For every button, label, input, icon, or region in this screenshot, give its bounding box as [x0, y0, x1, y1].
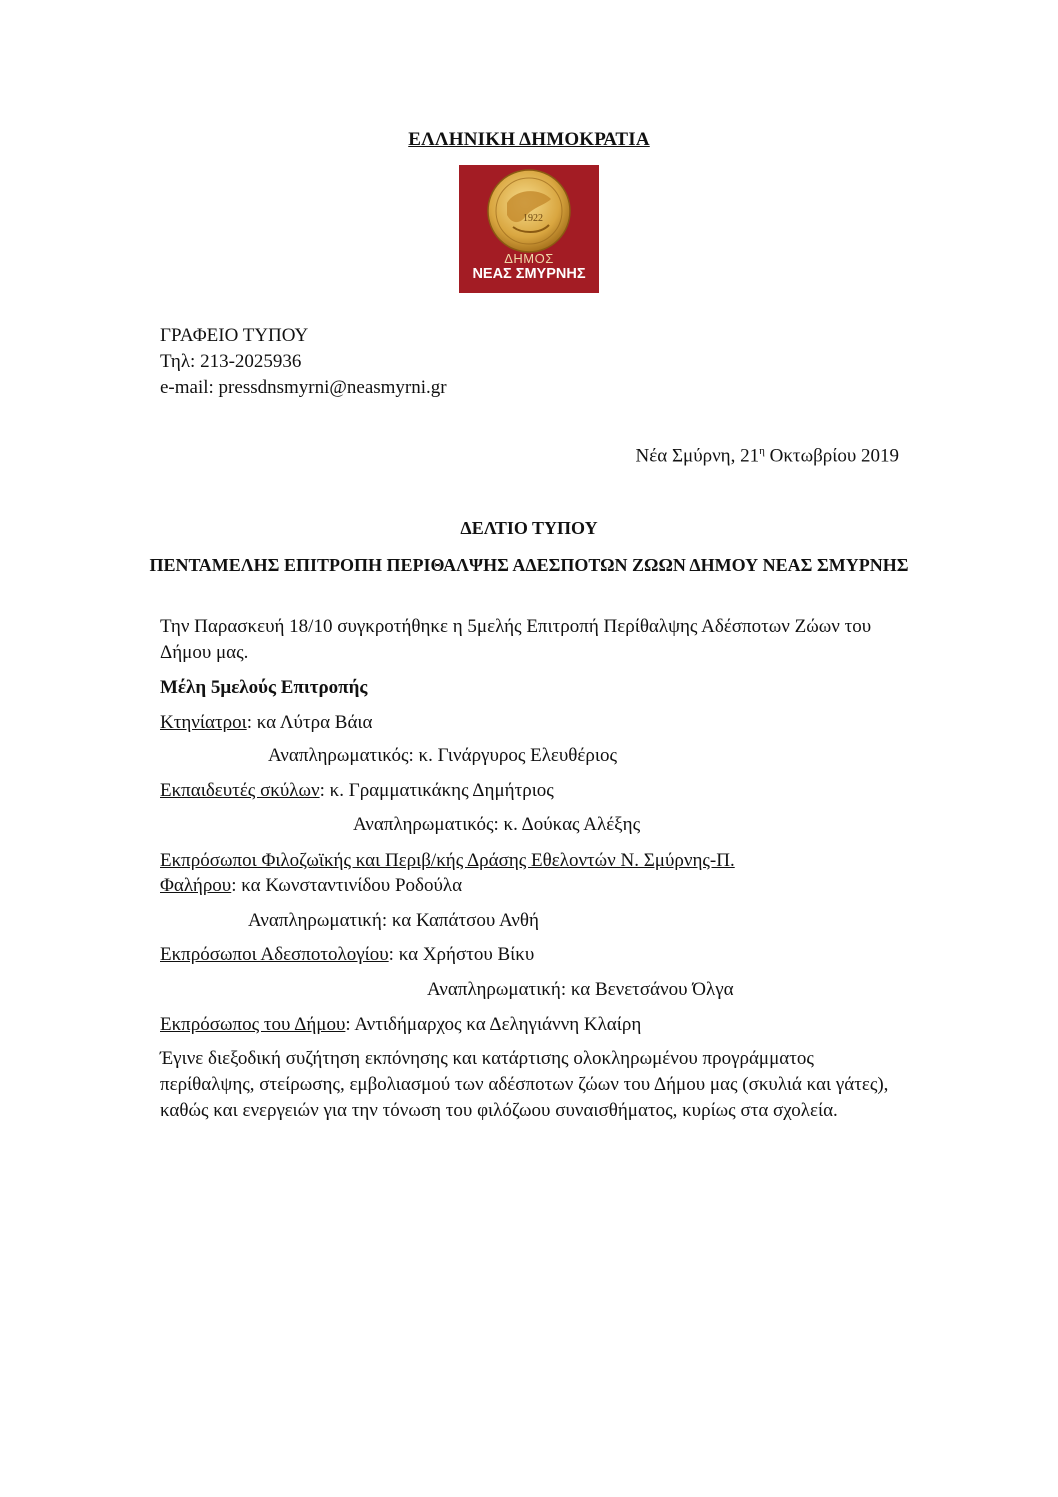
- coin-year: 1922: [523, 213, 543, 224]
- closing-paragraph: Έγινε διεξοδική συζήτηση εκπόνησης και κατάρτισης ολοκληρωμένου προγράμματος περίθαλψης, στείρωσης, εμβολιασμού των αδέσποτων ζώων του Δήμου μας (σκυλιά και γάτες), καθώς και ενεργειών για την τόνωση του φιλόζωου συναισθήματος, κυρίως στα σχολεία.: [160, 1048, 889, 1121]
- member-shelter: [160, 944, 534, 966]
- date-prefix: Νέα Σμύρνη, 21: [635, 445, 760, 467]
- press-office-label: ΓΡΑΦΕΙΟ ΤΥΠΟΥ: [160, 325, 309, 346]
- shelter-value: : κα Χρήστου Βίκυ: [388, 944, 535, 965]
- date-superscript: η: [759, 445, 765, 457]
- shelter-label: Εκπρόσωποι Αδεσποτολογίου: [160, 944, 389, 965]
- member-municipality: [160, 1014, 641, 1036]
- intro-paragraph: Την Παρασκευή 18/10 συγκροτήθηκε η 5μελής Επιτροπή Περίθαλψης Αδέσποτων Ζώων του Δήμου μας.: [160, 616, 872, 663]
- municipality-value: : Αντιδήμαρχος κα Δεληγιάννη Κλαίρη: [345, 1014, 642, 1035]
- member-shelter-alternate: Αναπληρωματική: κα Βενετσάνου Όλγα: [427, 979, 734, 1000]
- logo-line-2: ΝΕΑΣ ΣΜΥΡΝΗΣ: [472, 266, 586, 282]
- vets-value: : κα Λύτρα Βάια: [246, 712, 373, 733]
- member-trainers-alternate: Αναπληρωματικός: κ. Δούκας Αλέξης: [353, 814, 641, 835]
- press-release-title: ΔΕΛΤΙΟ ΤΥΠΟΥ: [460, 518, 598, 538]
- coin-emblem-icon: [459, 165, 599, 253]
- email-address: e-mail: pressdnsmyrni@neasmyrni.gr: [160, 377, 447, 398]
- member-volunteers-alternate: Αναπληρωματική: κα Καπάτσου Ανθή: [248, 910, 539, 931]
- logo-line-1: ΔΗΜΟΣ: [504, 251, 554, 266]
- member-trainers: [160, 780, 554, 802]
- vets-label: Κτηνίατροι: [160, 712, 247, 733]
- phone-number: Τηλ: 213-2025936: [160, 351, 302, 372]
- document-header-title: ΕΛΛΗΝΙΚΗ ΔΗΜΟΚΡΑΤΙΑ: [408, 129, 650, 150]
- member-vets: [160, 712, 372, 734]
- municipality-label: Εκπρόσωπος του Δήμου: [160, 1014, 346, 1035]
- volunteers-label-line-2: Φαλήρου: [160, 875, 232, 896]
- volunteers-value: : κα Κωνσταντινίδου Ροδούλα: [231, 875, 463, 896]
- date-suffix: Οκτωβρίου 2019: [764, 445, 899, 467]
- members-heading: Μέλη 5μελούς Επιτροπής: [160, 677, 368, 698]
- municipality-logo: [459, 165, 599, 293]
- trainers-label: Εκπαιδευτές σκύλων: [160, 780, 320, 801]
- member-volunteers: [160, 875, 462, 897]
- press-release-subject: ΠΕΝΤΑΜΕΛΗΣ ΕΠΙΤΡΟΠΗ ΠΕΡΙΘΑΛΨΗΣ ΑΔΕΣΠΟΤΩΝ ΖΩΩΝ ΔΗΜΟΥ ΝΕΑΣ ΣΜΥΡΝΗΣ: [149, 555, 909, 575]
- document-date: [636, 445, 899, 467]
- trainers-value: : κ. Γραμματικάκης Δημήτριος: [319, 780, 554, 801]
- member-vets-alternate: Αναπληρωματικός: κ. Γινάργυρος Ελευθέριος: [268, 745, 618, 766]
- volunteers-label-line-1: Εκπρόσωποι Φιλοζωϊκής και Περιβ/κής Δράσης Εθελοντών Ν. Σμύρνης-Π.: [160, 850, 735, 871]
